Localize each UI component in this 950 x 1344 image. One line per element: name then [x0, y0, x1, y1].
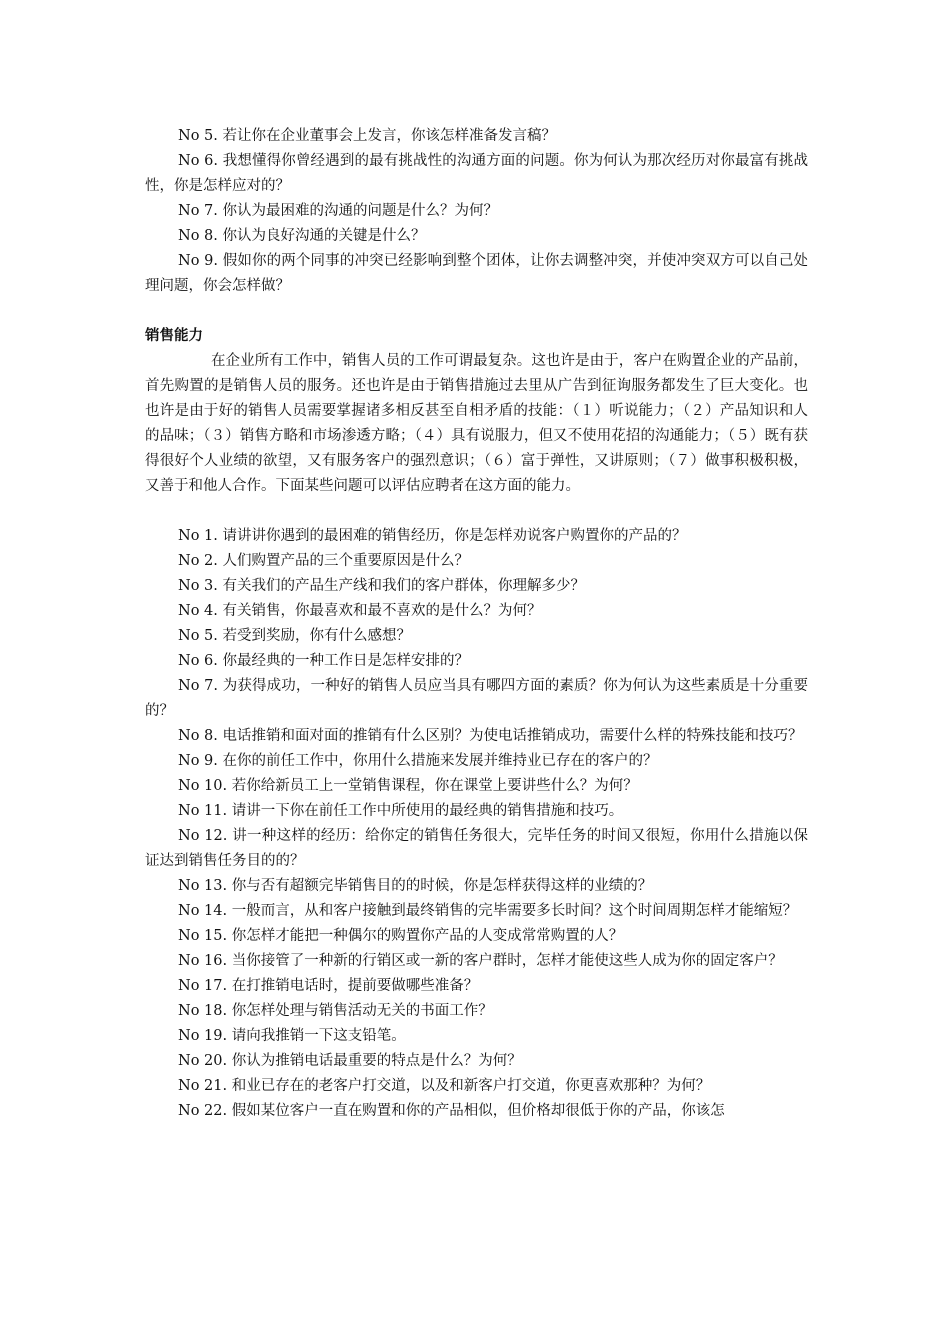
- question-item: No 7. 你认为最困难的沟通的问题是什么？为何？: [178, 203, 498, 219]
- question-item: No 9. 假如你的两个同事的冲突已经影响到整个团体，让你去调整冲突，并使冲突双方可以自己处理问题，你会怎样做？: [145, 253, 808, 294]
- question-item: No 5. 若让你在企业董事会上发言，你该怎样准备发言稿？: [178, 128, 556, 144]
- question-item: No 8. 你认为良好沟通的关键是什么？: [178, 228, 426, 244]
- question-item: No 11. 请讲一下你在前任工作中所使用的最经典的销售措施和技巧。: [178, 803, 624, 819]
- question-item: No 7. 为获得成功，一种好的销售人员应当具有哪四方面的素质？你为何认为这些素质是十分重要的？: [145, 678, 808, 719]
- question-item: No 5. 若受到奖励，你有什么感想？: [178, 628, 411, 644]
- question-item: No 1. 请讲讲你遇到的最困难的销售经历，你是怎样劝说客户购置你的产品的？: [178, 528, 687, 544]
- question-item: No 18. 你怎样处理与销售活动无关的书面工作？: [178, 1003, 493, 1019]
- question-item: No 17. 在打推销电话时，提前要做哪些准备？: [178, 978, 479, 994]
- question-item: No 9. 在你的前任工作中，你用什么措施来发展并维持业已存在的客户的？: [178, 753, 658, 769]
- question-item: No 14. 一般而言，从和客户接触到最终销售的完毕需要多长时间？这个时间周期怎样才能缩短？: [178, 903, 798, 919]
- section-intro: 在企业所有工作中，销售人员的工作可谓最复杂。这也许是由于，客户在购置企业的产品前，首先购置的是销售人员的服务。还也许是由于销售措施过去里从广告到征询服务都发生了巨大变化。也也许是由于好的销售人员需要掌握诸多相反甚至自相矛盾的技能：（１）听说能力；（２）产品知识和人的品味；（３）销售方略和市场渗透方略；（４）具有说服力，但又不使用花招的沟通能力；（５）既有获得很好个人业绩的欲望，又有服务客户的强烈意识；（６）富于弹性，又讲原则；（７）做事积极积极，又善于和他人合作。下面某些问题可以评估应聘者在这方面的能力。: [145, 353, 808, 494]
- question-item: No 3. 有关我们的产品生产线和我们的客户群体，你理解多少？: [178, 578, 585, 594]
- question-item: No 20. 你认为推销电话最重要的特点是什么？为何？: [178, 1053, 522, 1069]
- question-item: No 16. 当你接管了一种新的行销区或一新的客户群时，怎样才能使这些人成为你的固定客户？: [178, 953, 783, 969]
- section-heading: 销售能力: [145, 328, 203, 344]
- section-spacer: [145, 499, 808, 524]
- question-item: No 19. 请向我推销一下这支铅笔。: [178, 1028, 406, 1044]
- document-page: [145, 124, 808, 1124]
- question-item: No 10. 若你给新员工上一堂销售课程，你在课堂上要讲些什么？为何？: [178, 778, 638, 794]
- question-item: No 15. 你怎样才能把一种偶尔的购置你产品的人变成常常购置的人？: [178, 928, 624, 944]
- question-item: No 6. 我想懂得你曾经遇到的最有挑战性的沟通方面的问题。你为何认为那次经历对你最富有挑战性，你是怎样应对的？: [145, 153, 808, 194]
- question-item: No 13. 你与否有超额完毕销售目的的时候，你是怎样获得这样的业绩的？: [178, 878, 653, 894]
- section-spacer: [145, 299, 808, 324]
- question-item: No 21. 和业已存在的老客户打交道，以及和新客户打交道，你更喜欢那种？为何？: [178, 1078, 711, 1094]
- question-item: No 2. 人们购置产品的三个重要原因是什么？: [178, 553, 469, 569]
- question-item: No 4. 有关销售，你最喜欢和最不喜欢的是什么？为何？: [178, 603, 542, 619]
- question-item: No 6. 你最经典的一种工作日是怎样安排的？: [178, 653, 469, 669]
- question-item: No 22. 假如某位客户一直在购置和你的产品相似，但价格却很低于你的产品，你该怎: [178, 1103, 725, 1119]
- question-item: No 12. 讲一种这样的经历：给你定的销售任务很大，完毕任务的时间又很短，你用什么措施以保证达到销售任务目的的？: [145, 828, 808, 869]
- question-item: No 8. 电话推销和面对面的推销有什么区别？为使电话推销成功，需要什么样的特殊技能和技巧？: [178, 728, 803, 744]
